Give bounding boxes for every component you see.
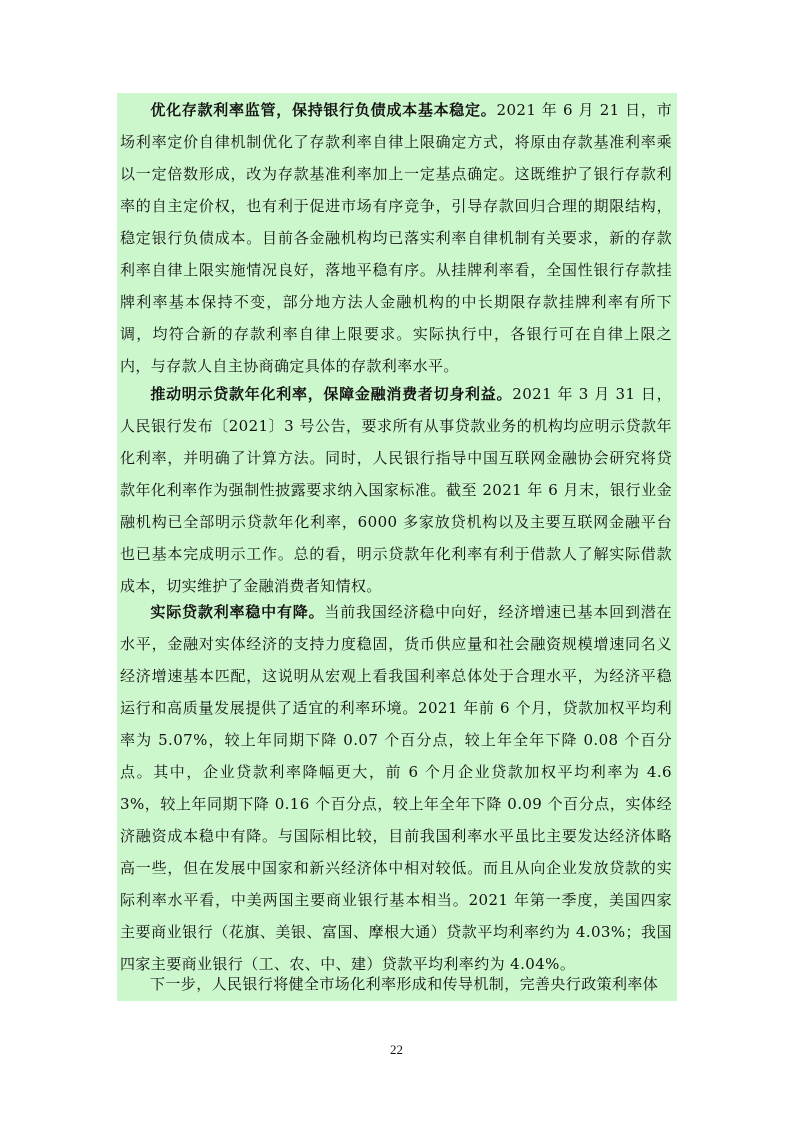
paragraph-body: 2021 年 3 月 31 日，人民银行发布〔2021〕3 号公告，要求所有从事贷款业务的机构均应明示贷款年化利率，并明确了计算方法。同时，人民银行指导中国互联网金融协会研究将贷款年化利率作为强制性披露要求纳入国家标准。截至 2021 年 6 月末，银行业金融机构已全部明示贷款年化利率，6000 多家放贷机构以及主要互联网金融平台也已基本完成明示工作。总的看，明示贷款年化利率有利于借款人了解实际借款成本，切实维护了金融消费者知情权。 — [120, 385, 672, 595]
paragraph-lead: 推动明示贷款年化利率，保障金融消费者切身利益。 — [150, 385, 513, 403]
paragraph-body: 2021 年 6 月 21 日，市场利率定价自律机制优化了存款利率自律上限确定方式，将原由存款基准利率乘以一定倍数形成，改为存款基准利率加上一定基点确定。这既维护了银行存款利率的自主定价权，也有利于促进市场有序竞争，引导存款回归合理的期限结构，稳定银行负债成本。目前各金融机构均已落实利率自律机制有关要求，新的存款利率自律上限实施情况良好，落地平稳有序。从挂牌利率看，全国性银行存款挂牌利率基本保持不变，部分地方法人金融机构的中长期限存款挂牌利率有所下调，均符合新的存款利率自律上限要求。实际执行中，各银行可在自律上限之内，与存款人自主协商确定具体的存款利率水平。 — [120, 101, 672, 375]
paragraph-loan-rate — [120, 596, 672, 980]
paragraph-next-step — [120, 968, 672, 1000]
paragraph-lead: 优化存款利率监管，保持银行负债成本基本稳定。 — [150, 101, 497, 119]
paragraph-body: 下一步，人民银行将健全市场化利率形成和传导机制，完善央行政策利率体 — [150, 975, 659, 993]
paragraph-lead: 实际贷款利率稳中有降。 — [150, 603, 325, 621]
page-number: 22 — [390, 1042, 403, 1057]
paragraph-annualized-rate — [120, 378, 672, 602]
paragraph-body: 当前我国经济稳中向好，经济增速已基本回到潜在水平，金融对实体经济的支持力度稳固，货币供应量和社会融资规模增速同名义经济增速基本匹配，这说明从宏观上看我国利率总体处于合理水平，为经济平稳运行和高质量发展提供了适宜的利率环境。2021 年前 6 个月，贷款加权平均利率为 5.07%，较上年同期下降 0.07 个百分点，较上年全年下降 0.08 个百分点。其中，企业贷款利率降幅更大，前 6 个月企业贷款加权平均利率为 4.63%，较上年同期下降 0.16 个百分点，较上年全年下降 0.09 个百分点，实体经济融资成本稳中有降。与国际相比较，目前我国利率水平虽比主要发达经济体略高一些，但在发展中国家和新兴经济体中相对较低。而且从向企业发放贷款的实际利率水平看，中美两国主要商业银行基本相当。2021 年第一季度，美国四家主要商业银行（花旗、美银、富国、摩根大通）贷款平均利率约为 4.03%；我国四家主要商业银行（工、农、中、建）贷款平均利率约为 4.04%。 — [120, 603, 672, 973]
paragraph-deposit-rate — [120, 94, 672, 382]
